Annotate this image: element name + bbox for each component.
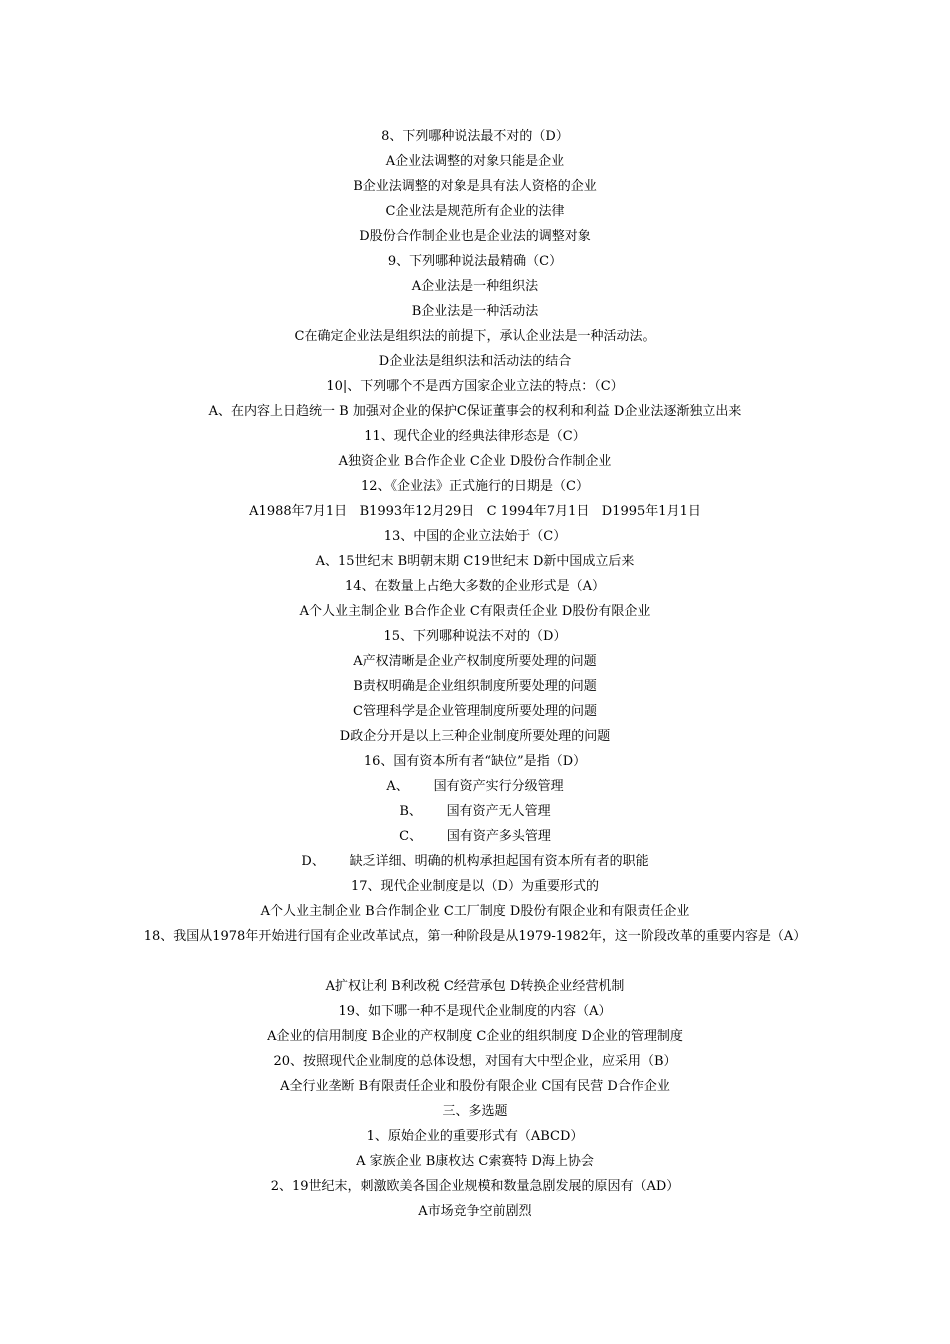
question-13: 13、中国的企业立法始于（C） (383, 529, 567, 544)
q15-option-a: A产权清晰是企业产权制度所要处理的问题 (353, 654, 597, 669)
q8-option-b: B企业法调整的对象是具有法人资格的企业 (353, 179, 597, 194)
mc-question-1: 1、原始企业的重要形式有（ABCD） (366, 1129, 584, 1144)
q16-option-c: C、 国有资产多头管理 (399, 829, 551, 844)
q15-option-b: B责权明确是企业组织制度所要处理的问题 (353, 679, 597, 694)
q12-options: A1988年7月1日 B1993年12月29日 C 1994年7月1日 D1995年1月1日 (249, 504, 701, 519)
q15-option-d: D政企分开是以上三种企业制度所要处理的问题 (339, 729, 611, 744)
question-17: 17、现代企业制度是以（D）为重要形式的 (351, 879, 599, 894)
q14-options: A个人业主制企业 B合作企业 C有限责任企业 D股份有限企业 (299, 604, 651, 619)
q9-option-b: B企业法是一种活动法 (411, 304, 539, 319)
question-11: 11、现代企业的经典法律形态是（C） (364, 429, 586, 444)
q17-options: A个人业主制企业 B合作制企业 C工厂制度 D股份有限企业和有限责任企业 (260, 904, 690, 919)
q19-options: A企业的信用制度 B企业的产权制度 C企业的组织制度 D企业的管理制度 (267, 1029, 683, 1044)
question-8: 8、下列哪种说法最不对的（D） (381, 129, 569, 144)
question-16: 16、国有资本所有者“缺位”是指（D） (363, 754, 587, 769)
question-20: 20、按照现代企业制度的总体设想，对国有大中型企业，应采用（B） (273, 1054, 677, 1069)
q16-option-a: A、 国有资产实行分级管理 (386, 779, 564, 794)
q16-option-b: B、 国有资产无人管理 (399, 804, 551, 819)
q9-option-a: A企业法是一种组织法 (411, 279, 539, 294)
question-14: 14、在数量上占绝大多数的企业形式是（A） (345, 579, 605, 594)
q16-option-d: D、 缺乏详细、明确的机构承担起国有资本所有者的职能 (301, 854, 649, 869)
q9-option-c: C在确定企业法是组织法的前提下，承认企业法是一种活动法。 (294, 329, 656, 344)
q13-options: A、15世纪末 B明朝末期 C19世纪末 D新中国成立后来 (315, 554, 635, 569)
q20-options: A全行业垄断 B有限责任企业和股份有限企业 C国有民营 D合作企业 (280, 1079, 670, 1094)
mc-question-2: 2、19世纪末，刺激欧美各国企业规模和数量急剧发展的原因有（AD） (270, 1179, 680, 1194)
question-10: 10|、下列哪个不是西方国家企业立法的特点：（C） (326, 379, 624, 394)
question-15: 15、下列哪种说法不对的（D） (383, 629, 567, 644)
q8-option-d: D股份合作制企业也是企业法的调整对象 (359, 229, 591, 244)
q8-option-a: A企业法调整的对象只能是企业 (385, 154, 565, 169)
question-12: 12、《企业法》正式施行的日期是（C） (361, 479, 589, 494)
q10-options: A、在内容上日趋统一 B 加强对企业的保护C保证董事会的权利和利益 D企业法逐渐独立出来 (208, 404, 742, 419)
q15-option-c: C管理科学是企业管理制度所要处理的问题 (353, 704, 597, 719)
section-heading-multiple-choice: 三、多选题 (442, 1104, 508, 1119)
q11-options: A独资企业 B合作企业 C企业 D股份合作制企业 (338, 454, 612, 469)
question-19: 19、如下哪一种不是现代企业制度的内容（A） (338, 1004, 612, 1019)
q18-options: A扩权让利 B利改税 C经营承包 D转换企业经营机制 (325, 979, 625, 994)
document-body (120, 124, 830, 1224)
q8-option-c: C企业法是规范所有企业的法律 (385, 204, 565, 219)
mc-q1-options: A 家族企业 B康枚达 C索赛特 D海上协会 (356, 1154, 594, 1169)
question-9: 9、下列哪种说法最精确（C） (387, 254, 563, 269)
q9-option-d: D企业法是组织法和活动法的结合 (378, 354, 572, 369)
question-18: 18、我国从1978年开始进行国有企业改革试点，第一种阶段是从1979-1982年，这一阶段改革的重要内容是（A） (143, 929, 807, 944)
mc-q2-option-a: A市场竞争空前剧烈 (418, 1204, 532, 1219)
